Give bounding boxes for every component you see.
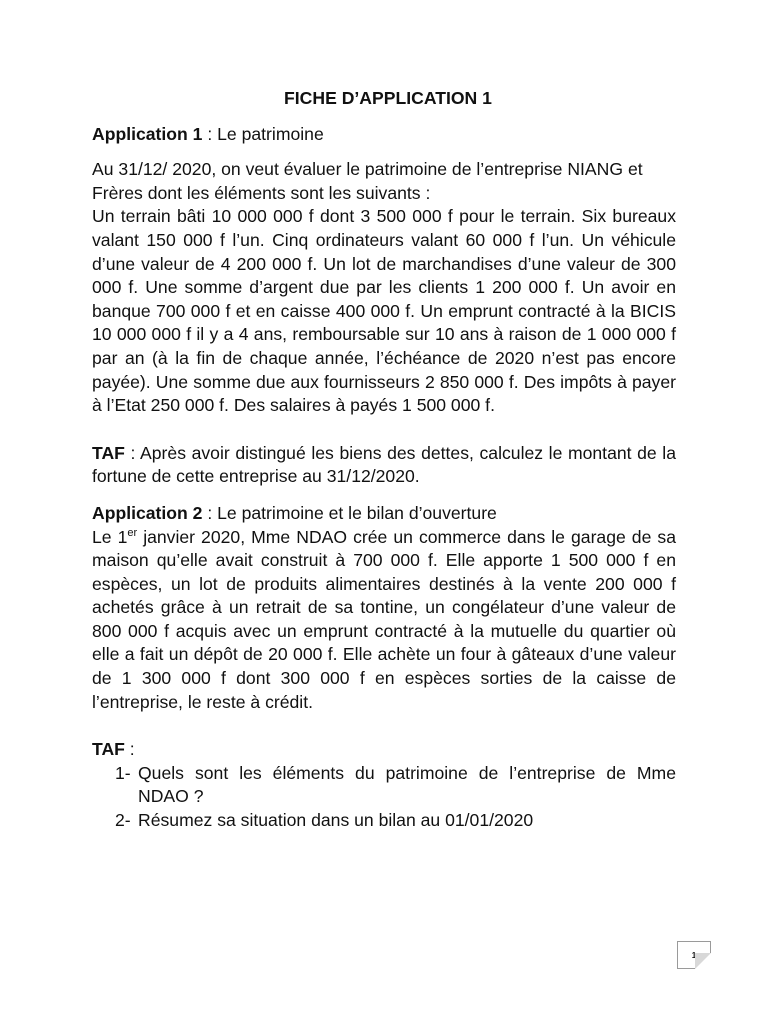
page-number-box [677,941,711,969]
application-1-intro: Au 31/12/ 2020, on veut évaluer le patrimoine de l’entreprise NIANG et Frères dont les éléments sont les suivants : [92,159,643,203]
application-2-heading [92,502,676,526]
application-1-heading-label: Application 1 [92,123,203,144]
application-2-taf [92,738,676,762]
application-2-taf-label: TAF [92,739,125,760]
application-1-body: Un terrain bâti 10 000 000 f dont 3 500 000 f pour le terrain. Six bureaux valant 150 000 f l’un. Cinq ordinateurs valant 60 000 f l’un. Un véhicule d’une valeur de 4 200 000 f. Un lot de marchandises d’une valeur de 300 000 f. Une somme d’argent due par les clients 1 200 000 f. Un avoir en banque 700 000 f et en caisse 400 000 f. Un emprunt contracté à la BICIS 10 000 000 f il y a 4 ans, remboursable sur 10 ans à raison de 1 000 000 f par an (à la fin de chaque année, l’échéance de 2020 n’est pas encore payée). Une somme due aux fournisseurs 2 850 000 f. Des impôts à payer à l’Etat 250 000 f. Des salaires à payés 1 500 000 f. [92,206,676,416]
application-2-heading-subtitle: : Le patrimoine et le bilan d’ouverture [202,502,497,523]
question-number: 2- [115,810,131,831]
spacer [92,489,676,502]
application-2-taf-colon: : [124,739,135,760]
question-text: Quels sont les éléments du patrimoine de l’entreprise de Mme NDAO ? [138,762,676,807]
question-item [92,762,676,809]
question-number: 1- [115,762,131,783]
application-1-heading [92,123,676,147]
application-2-heading-label: Application 2 [92,502,203,523]
question-list [92,762,676,833]
question-item [92,809,676,833]
question-text: Résumez sa situation dans un bilan au 01/01/2020 [138,810,534,831]
spacer [92,418,676,442]
application-1-heading-subtitle: : Le patrimoine [202,123,324,144]
page-number: 1 [691,951,697,960]
page-title: FICHE D’APPLICATION 1 [284,88,492,108]
spacer [92,714,676,738]
document-content [92,87,676,833]
application-1-taf-label: TAF [92,442,125,463]
application-1-taf-text: : Après avoir distingué les biens des dettes, calculez le montant de la fortune de cette entreprise au 31/12/2020. [92,442,676,487]
application-2-body [92,526,676,715]
application-2-body-start: Le 1 [92,526,128,547]
application-2-body-rest: janvier 2020, Mme NDAO crée un commerce dans le garage de sa maison qu’elle avait construit à 700 000 f. Elle apporte 1 500 000 f en espèces, un lot de produits alimentaires destinés à la vente 200 000 f achetés grâce à un retrait de sa tontine, un congélateur d’une valeur de 800 000 f acquis avec un emprunt contracté à la mutuelle du quartier où elle a fait un dépôt de 20 000 f. Elle achète un four à gâteaux d’une valeur de 1 300 000 f dont 300 000 f en espèces sorties de la caisse de l’entreprise, le reste à crédit. [92,526,676,712]
application-1-taf [92,442,676,489]
application-2-body-superscript: er [127,526,138,539]
page-fold-icon [695,953,711,969]
